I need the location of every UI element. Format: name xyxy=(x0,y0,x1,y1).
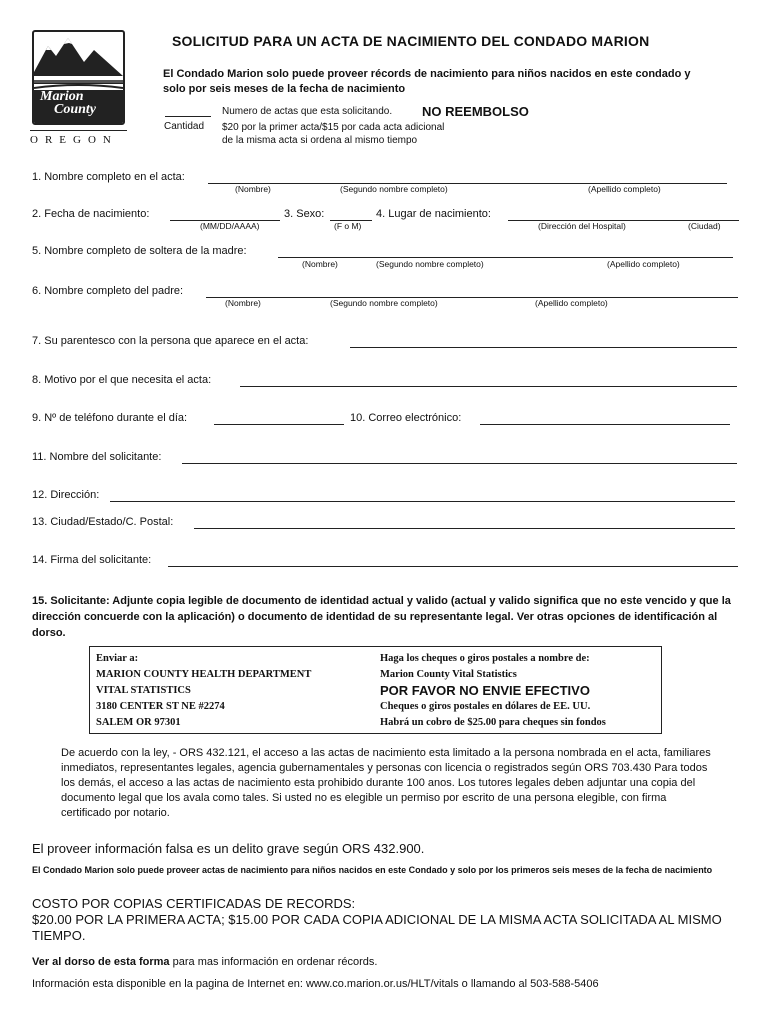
field-9-phone[interactable] xyxy=(214,424,344,425)
logo-oregon: OREGON xyxy=(30,134,118,146)
field-10-label: 10. Correo electrónico: xyxy=(350,412,462,424)
field-9-label: 9. Nº de teléfono durante el día: xyxy=(32,412,188,424)
field-1-label: 1. Nombre completo en el acta: xyxy=(32,171,185,183)
field-8-reason[interactable] xyxy=(240,386,737,387)
quantity-label: Numero de actas que esta solicitando. xyxy=(222,106,393,117)
logo-line-county: County xyxy=(54,102,97,117)
field-4-label: 4. Lugar de nacimiento: xyxy=(376,208,491,220)
field-13-label: 13. Ciudad/Estado/C. Postal: xyxy=(32,516,174,528)
payee: Marion County Vital Statistics xyxy=(380,669,517,680)
field-6-sub-middle: (Segundo nombre completo) xyxy=(330,298,438,308)
mailing-address xyxy=(96,651,311,731)
field-2-sub: (MM/DD/AAAA) xyxy=(200,221,260,231)
mail-vital: VITAL STATISTICS xyxy=(96,685,191,696)
form-title: SOLICITUD PARA UN ACTA DE NACIMIENTO DEL CONDADO MARION xyxy=(172,33,650,49)
field-8-label: 8. Motivo por el que necesita el acta: xyxy=(32,374,212,386)
price-line-1: $20 por la primer acta/$15 por cada acta adicional xyxy=(222,122,445,133)
cantidad-label: Cantidad xyxy=(164,121,205,132)
field-1-sub-last: (Apellido completo) xyxy=(588,184,661,194)
field-12-address[interactable] xyxy=(110,501,735,502)
field-14-signature[interactable] xyxy=(168,566,738,567)
marion-county-logo xyxy=(32,30,125,125)
field-5-mother-name[interactable] xyxy=(278,257,733,258)
intro-text: El Condado Marion solo puede proveer récords de nacimiento para niños nacidos en este condado y solo por seis meses de la fecha de nacimiento xyxy=(163,68,691,95)
payment-info xyxy=(380,651,606,731)
field-4-sub-city: (Ciudad) xyxy=(688,221,721,231)
no-cash-notice: POR FAVOR NO ENVIE EFECTIVO xyxy=(380,683,590,698)
field-2-label: 2. Fecha de nacimiento: xyxy=(32,208,150,220)
see-reverse-bold: Ver al dorso de esta forma xyxy=(32,956,170,968)
field-6-sub-first: (Nombre) xyxy=(225,298,261,308)
nsf-fee-notice: Habrá un cobro de $25.00 para cheques sin fondos xyxy=(380,717,606,728)
field-3-sub: (F o M) xyxy=(334,221,362,231)
false-info-warning: El proveer información falsa es un delito grave según ORS 432.900. xyxy=(32,841,425,856)
field-7-label: 7. Su parentesco con la persona que aparece en el acta: xyxy=(32,335,309,347)
field-14-label: 14. Firma del solicitante: xyxy=(32,554,152,566)
item-15-id-instructions xyxy=(32,593,742,641)
field-5-sub-middle: (Segundo nombre completo) xyxy=(376,259,484,269)
legal-paragraph: De acuerdo con la ley, - ORS 432.121, el acceso a las actas de nacimiento esta limitado a la persona nombrada en el acta, familiares inmediatos, representantes legales, agencia gubernamentales y personas con licencia o registrados según ORS 703.430 Para todos los demás, el acceso a las actas de nacimiento esta prohibido durante 100 anos. Los tutores legales deben adjuntar una copia del documento legal que los avala como tales. Si usted no es elegible un permiso por escrito de una persona elegible, con firma certificado por notario. xyxy=(61,747,711,819)
field-6-label: 6. Nombre completo del padre: xyxy=(32,285,184,297)
field-5-label: 5. Nombre completo de soltera de la madre: xyxy=(32,245,247,257)
county-eligibility-note: El Condado Marion solo puede proveer actas de nacimiento para niños nacidos en este Condado y solo por los primeros seis meses de la fecha de nacimiento xyxy=(32,865,713,875)
logo-line-marion: Marion xyxy=(40,89,84,104)
field-10-email[interactable] xyxy=(480,424,730,425)
price-line-2: de la misma acta si ordena al mismo tiempo xyxy=(222,135,418,146)
field-6-sub-last: (Apellido completo) xyxy=(535,298,608,308)
field-13-city-state-zip[interactable] xyxy=(194,528,735,529)
field-5-sub-first: (Nombre) xyxy=(302,259,338,269)
usd-notice: Cheques o giros postales en dólares de EE. UU. xyxy=(380,701,591,712)
item-15-text: Solicitante: Adjunte copia legible de documento de identidad actual y valido (actual y valido significa que no este vencido y que la dirección concuerde con la aplicación) o documento de identidad de su representante legal. Ver otras opciones de identificación al dorso. xyxy=(32,595,731,639)
field-4-sub-hospital: (Dirección del Hospital) xyxy=(538,221,626,231)
price-info xyxy=(222,121,444,147)
logo-divider xyxy=(30,130,127,131)
mail-street: 3180 CENTER ST NE #2274 xyxy=(96,701,225,712)
mail-city: SALEM OR 97301 xyxy=(96,717,181,728)
field-11-applicant-name[interactable] xyxy=(182,463,737,464)
see-reverse-rest: para mas información en ordenar récords. xyxy=(169,956,378,968)
quantity-field[interactable] xyxy=(165,116,211,117)
field-7-relationship[interactable] xyxy=(350,347,737,348)
see-reverse-note xyxy=(32,956,377,968)
field-1-sub-middle: (Segundo nombre completo) xyxy=(340,184,448,194)
cost-detail: $20.00 POR LA PRIMERA ACTA; $15.00 POR CADA COPIA ADICIONAL DE LA MISMA ACTA SOLICITADA AL MISMO TIEMPO. xyxy=(32,912,722,943)
no-refund-notice: NO REEMBOLSO xyxy=(422,104,529,119)
cost-section xyxy=(32,896,752,944)
mail-send-to: Enviar a: xyxy=(96,653,139,664)
cost-title: COSTO POR COPIAS CERTIFICADAS DE RECORDS: xyxy=(32,896,356,911)
field-1-sub-first: (Nombre) xyxy=(235,184,271,194)
field-3-label: 3. Sexo: xyxy=(284,208,325,220)
field-5-sub-last: (Apellido completo) xyxy=(607,259,680,269)
cheques-title: Haga los cheques o giros postales a nombre de: xyxy=(380,653,590,664)
field-12-label: 12. Dirección: xyxy=(32,489,100,501)
item-15-number: 15. xyxy=(32,595,48,607)
field-6-father-name[interactable] xyxy=(206,297,738,298)
field-11-label: 11. Nombre del solicitante: xyxy=(32,451,162,463)
mail-dept: MARION COUNTY HEALTH DEPARTMENT xyxy=(96,669,312,680)
website-info: Información esta disponible en la pagina de Internet en: www.co.marion.or.us/HLT/vitals o llamando al 503-588-5406 xyxy=(32,978,599,990)
